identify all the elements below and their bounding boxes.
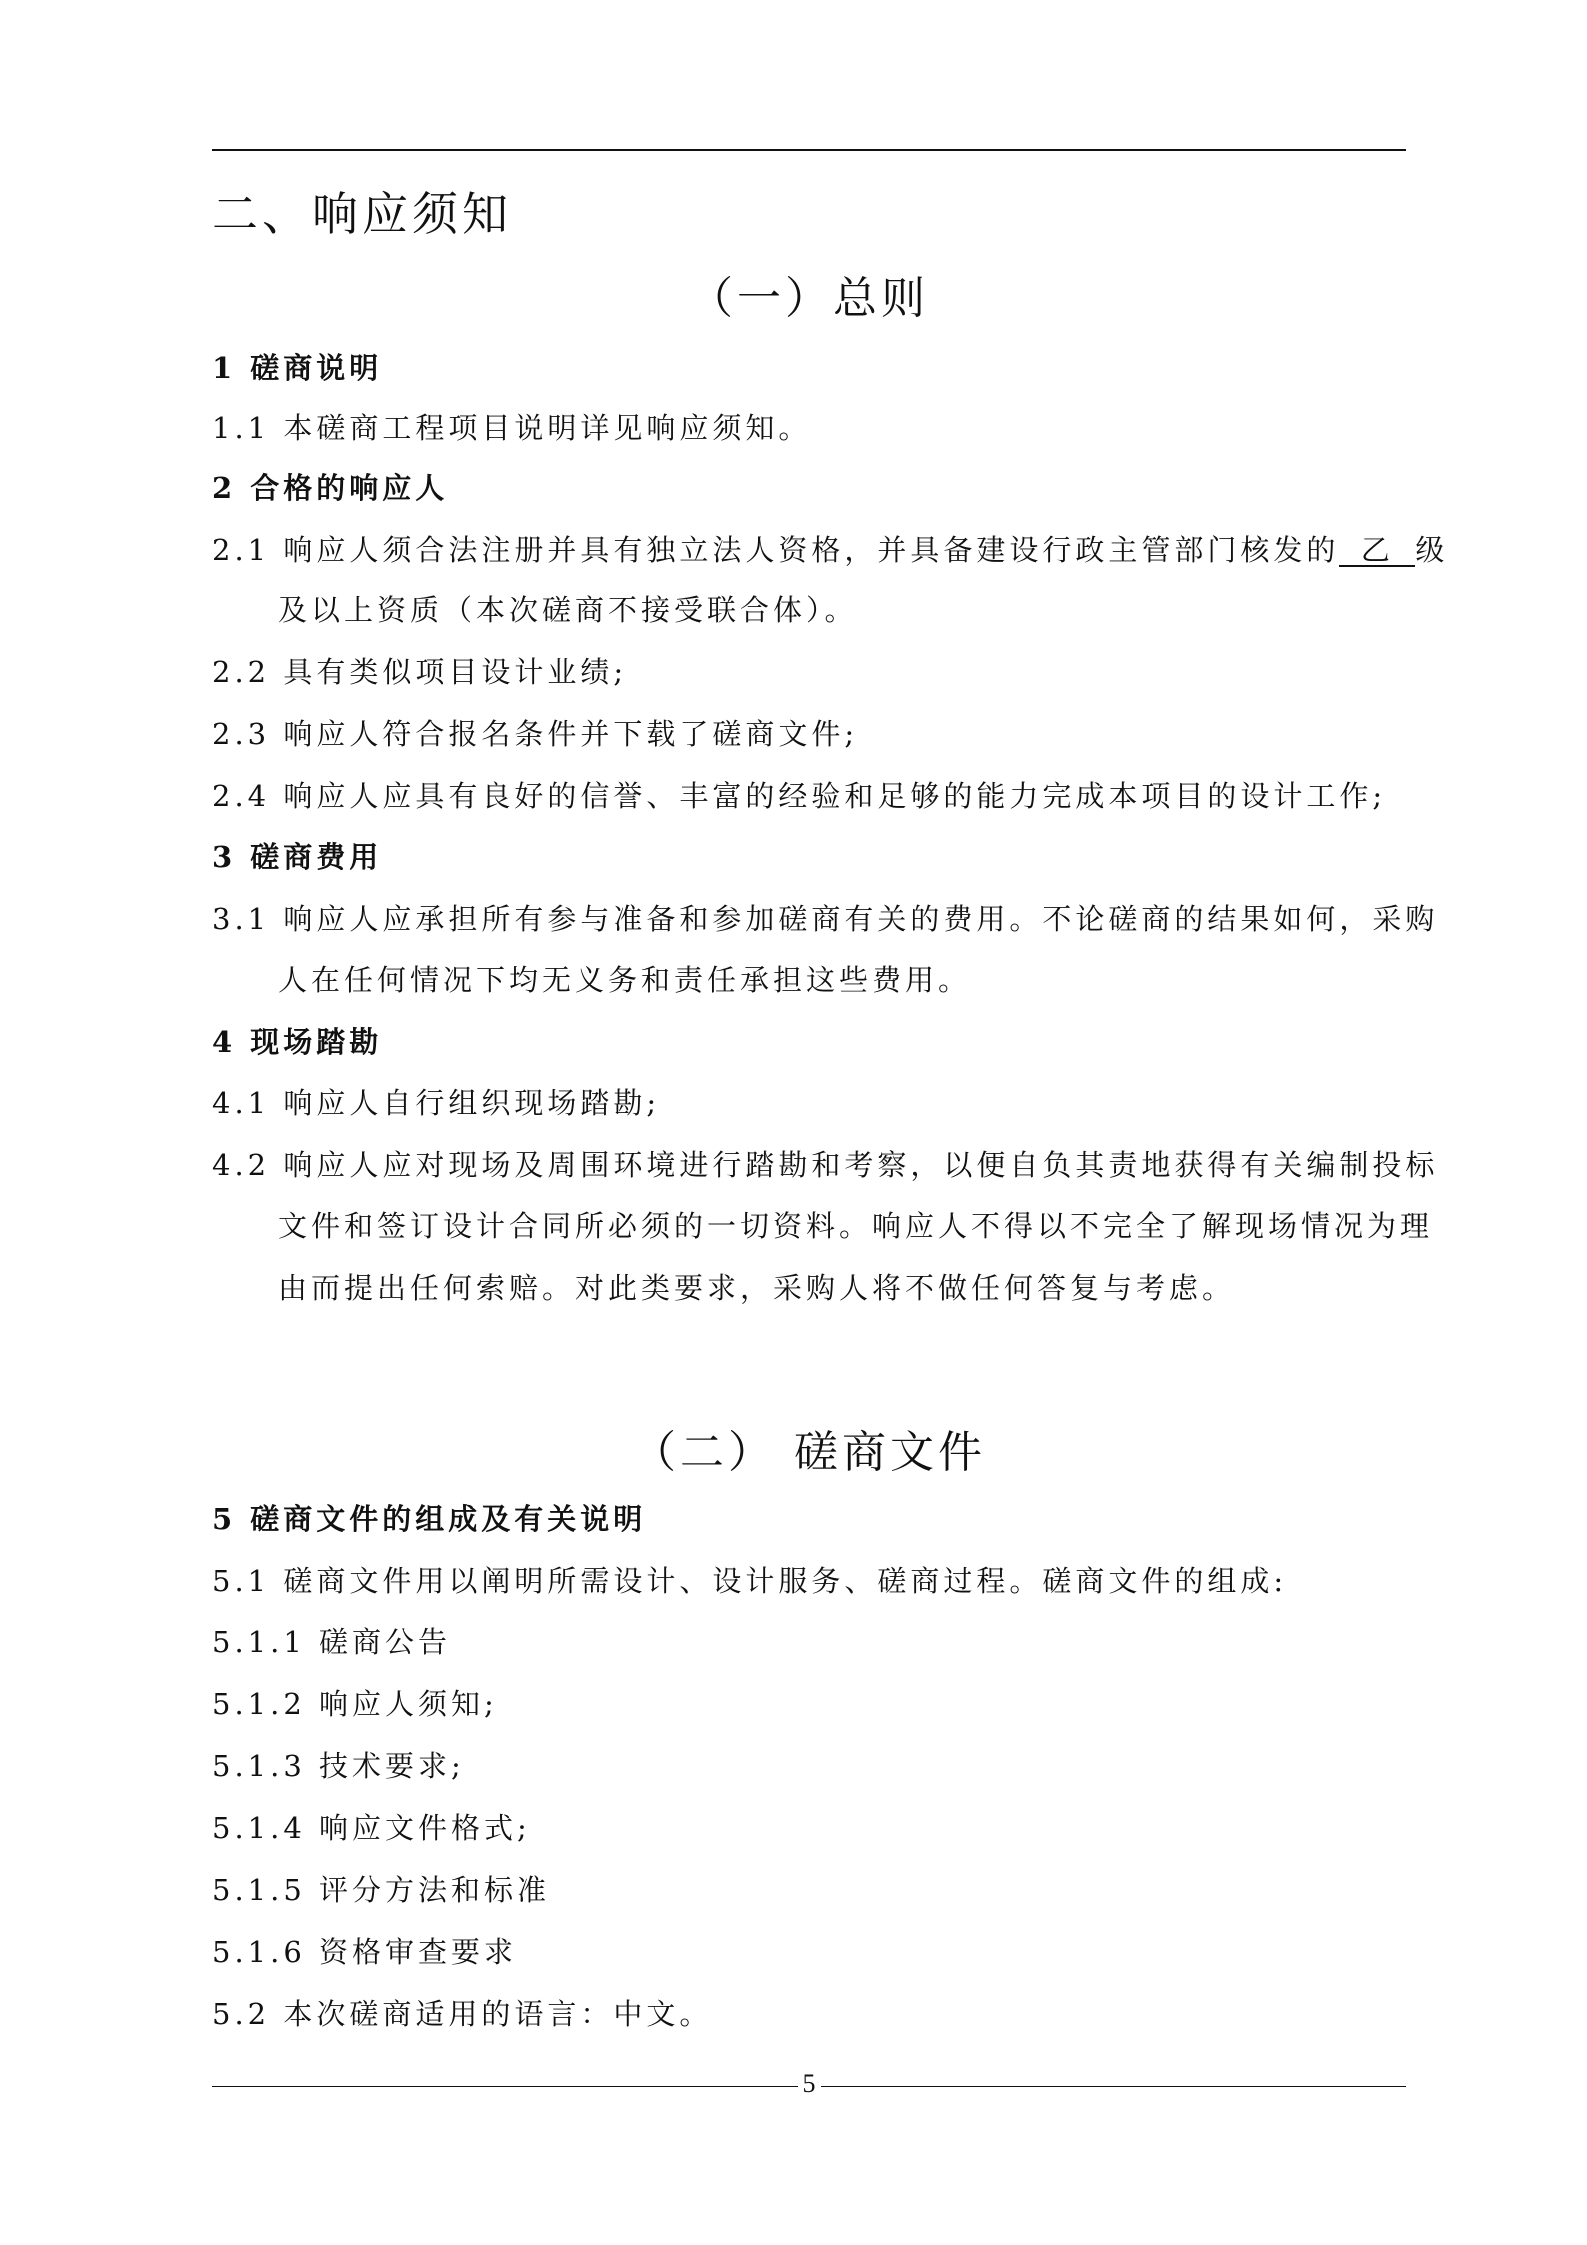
clause-5-1-2: 5.1.2 响应人须知; bbox=[212, 1687, 498, 1721]
clause-4-2-line-2: 文件和签订设计合同所必须的一切资料。响应人不得以不完全了解现场情况为理 bbox=[278, 1209, 1434, 1243]
clause-5-1-6: 5.1.6 资格审查要求 bbox=[212, 1935, 518, 1969]
footer-rule-right bbox=[821, 2086, 1407, 2087]
clause-2-1-line-1 bbox=[212, 528, 1448, 569]
clause-1-title: 1 磋商说明 bbox=[212, 351, 383, 385]
section-title-documents: （二） 磋商文件 bbox=[632, 1427, 986, 1478]
clause-5-1-5: 5.1.5 评分方法和标准 bbox=[212, 1873, 551, 1907]
clause-5-1-1: 5.1.1 磋商公告 bbox=[212, 1625, 452, 1659]
clause-2-4: 2.4 响应人应具有良好的信誉、丰富的经验和足够的能力完成本项目的设计工作; bbox=[212, 779, 1387, 813]
page-footer bbox=[212, 2069, 1406, 2099]
clause-3-title: 3 磋商费用 bbox=[212, 840, 383, 874]
clause-2-title: 2 合格的响应人 bbox=[212, 471, 449, 505]
clause-5-1-4: 5.1.4 响应文件格式; bbox=[212, 1811, 531, 1845]
footer-rule-left bbox=[212, 2086, 798, 2087]
clause-5-1-3: 5.1.3 技术要求; bbox=[212, 1749, 465, 1783]
clause-4-title: 4 现场踏勘 bbox=[212, 1025, 383, 1059]
clause-2-1-suffix: 级 bbox=[1415, 533, 1449, 567]
clause-5-1: 5.1 磋商文件用以阐明所需设计、设计服务、磋商过程。磋商文件的组成: bbox=[212, 1564, 1288, 1598]
clause-2-3: 2.3 响应人符合报名条件并下载了磋商文件; bbox=[212, 717, 859, 751]
clause-4-2-line-1: 4.2 响应人应对现场及周围环境进行踏勘和考察，以便自负其责地获得有关编制投标 bbox=[212, 1148, 1439, 1182]
clause-5-2: 5.2 本次磋商适用的语言：中文。 bbox=[212, 1997, 713, 2031]
clause-3-1-line-1: 3.1 响应人应承担所有参与准备和参加磋商有关的费用。不论磋商的结果如何，采购 bbox=[212, 902, 1439, 936]
clause-2-1-text: 2.1 响应人须合法注册并具有独立法人资格，并具备建设行政主管部门核发的 bbox=[212, 533, 1340, 567]
qualification-grade-blank: 乙 bbox=[1339, 535, 1415, 567]
clause-2-2: 2.2 具有类似项目设计业绩; bbox=[212, 655, 628, 689]
clause-3-1-line-2: 人在任何情况下均无义务和责任承担这些费用。 bbox=[278, 963, 972, 997]
clause-1-1: 1.1 本磋商工程项目说明详见响应须知。 bbox=[212, 411, 812, 445]
clause-4-1: 4.1 响应人自行组织现场踏勘; bbox=[212, 1086, 661, 1120]
page-number: 5 bbox=[802, 2069, 816, 2098]
chapter-heading: 二、响应须知 bbox=[212, 187, 512, 241]
header-rule bbox=[212, 149, 1406, 151]
clause-4-2-line-3: 由而提出任何索赔。对此类要求，采购人将不做任何答复与考虑。 bbox=[278, 1271, 1236, 1305]
clause-5-title: 5 磋商文件的组成及有关说明 bbox=[212, 1502, 647, 1536]
clause-2-1-line-2: 及以上资质（本次磋商不接受联合体）。 bbox=[278, 593, 858, 627]
section-title-general: （一）总则 bbox=[689, 273, 929, 324]
